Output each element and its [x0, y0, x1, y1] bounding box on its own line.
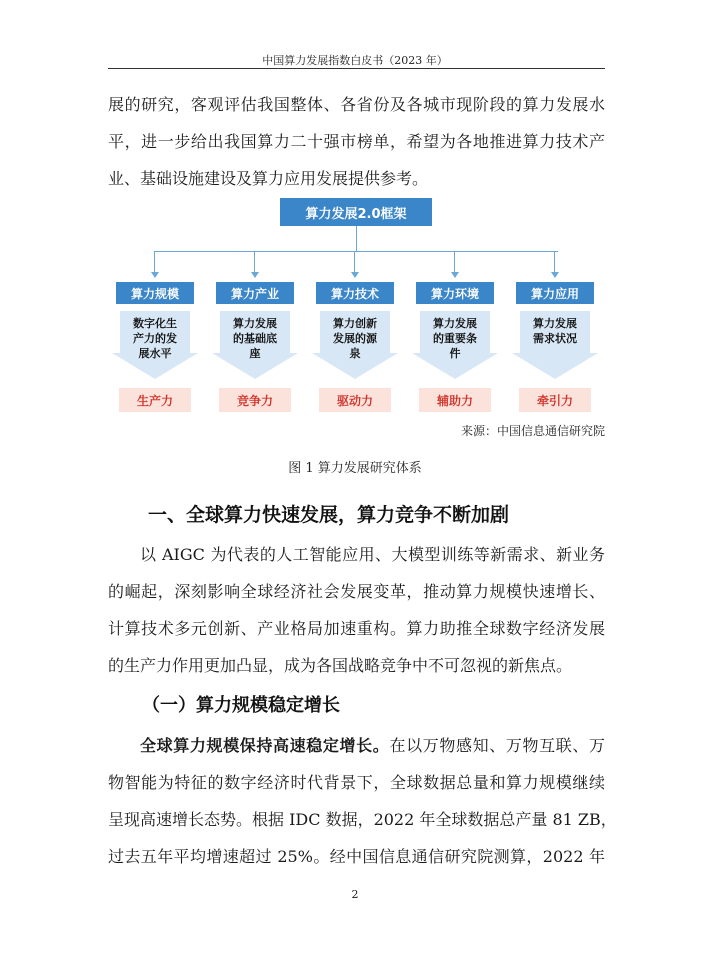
paragraph-line: 计算技术多元创新、产业格局加速重构。算力助推全球数字经济发展 [108, 619, 605, 638]
chevron-box [412, 311, 498, 379]
chevron-box [112, 311, 198, 379]
force-box: 生产力 [119, 388, 191, 412]
intro-line: 平，进一步给出我国算力二十强市榜单，希望为各地推进算力技术产 [108, 132, 605, 151]
arrow-down-icon [554, 251, 555, 277]
figure-caption: 图 1 算力发展研究体系 [288, 461, 422, 476]
paragraph-line: 物智能为特征的数字经济时代背景下，全球数据总量和算力规模继续 [108, 773, 605, 792]
arrow-down-icon [254, 251, 255, 277]
section-paragraph [108, 536, 605, 684]
category-description: 算力创新发展的源泉 [333, 317, 377, 360]
chevron-box [312, 311, 398, 379]
intro-paragraph [108, 86, 605, 197]
header-rule [108, 68, 605, 69]
paragraph-line [108, 727, 605, 764]
figure-source: 来源：中国信息通信研究院 [460, 424, 605, 438]
category-box: 算力规模 [116, 282, 194, 304]
chevron-box [212, 311, 298, 379]
section-heading: 一、全球算力快速发展，算力竞争不断加剧 [148, 504, 510, 526]
category-box: 算力技术 [316, 282, 394, 304]
force-box: 辅助力 [419, 388, 491, 412]
category-description: 算力发展的重要条件 [433, 317, 477, 360]
running-header: 中国算力发展指数白皮书（2023 年） [262, 54, 448, 67]
force-box: 牵引力 [519, 388, 591, 412]
force-box: 竞争力 [219, 388, 291, 412]
connector-line [356, 226, 357, 251]
arrow-down-icon [154, 251, 155, 277]
subsection-heading: （一）算力规模稳定增长 [142, 695, 340, 716]
paragraph-line: 过去五年平均增速超过 25%。经中国信息通信研究院测算，2022 年 [108, 847, 605, 866]
subsection-paragraph [108, 727, 617, 875]
framework-top-box: 算力发展2.0框架 [280, 198, 432, 226]
paragraph-line: 呈现高速增长态势。根据 IDC 数据，2022 年全球数据总产量 81 ZB， [108, 810, 617, 829]
page-number: 2 [351, 888, 359, 901]
arrow-down-icon [354, 251, 355, 277]
category-description: 数字化生产力的发展水平 [133, 317, 177, 360]
framework-diagram [108, 196, 605, 438]
category-description: 算力发展需求状况 [533, 317, 577, 345]
chevron-box [512, 311, 598, 379]
arrow-down-icon [454, 251, 455, 277]
lead-sentence: 全球算力规模保持高速稳定增长。 [140, 736, 390, 755]
paragraph-line: 的崛起，深刻影响全球经济社会发展变革，推动算力规模快速增长、 [108, 582, 605, 601]
intro-line: 业、基础设施建设及算力应用发展提供参考。 [108, 169, 429, 188]
category-box: 算力环境 [416, 282, 494, 304]
connector-line [154, 251, 558, 252]
force-box: 驱动力 [319, 388, 391, 412]
intro-line: 展的研究，客观评估我国整体、各省份及各城市现阶段的算力发展水 [108, 95, 605, 114]
category-box: 算力应用 [516, 282, 594, 304]
category-box: 算力产业 [216, 282, 294, 304]
category-description: 算力发展的基础底座 [233, 317, 277, 360]
lead-rest: 在以万物感知、万物互联、万 [389, 736, 605, 755]
paragraph-line: 以 AIGC 为代表的人工智能应用、大模型训练等新需求、新业务 [140, 545, 605, 564]
paragraph-line: 的生产力作用更加凸显，成为各国战略竞争中不可忽视的新焦点。 [108, 656, 573, 675]
